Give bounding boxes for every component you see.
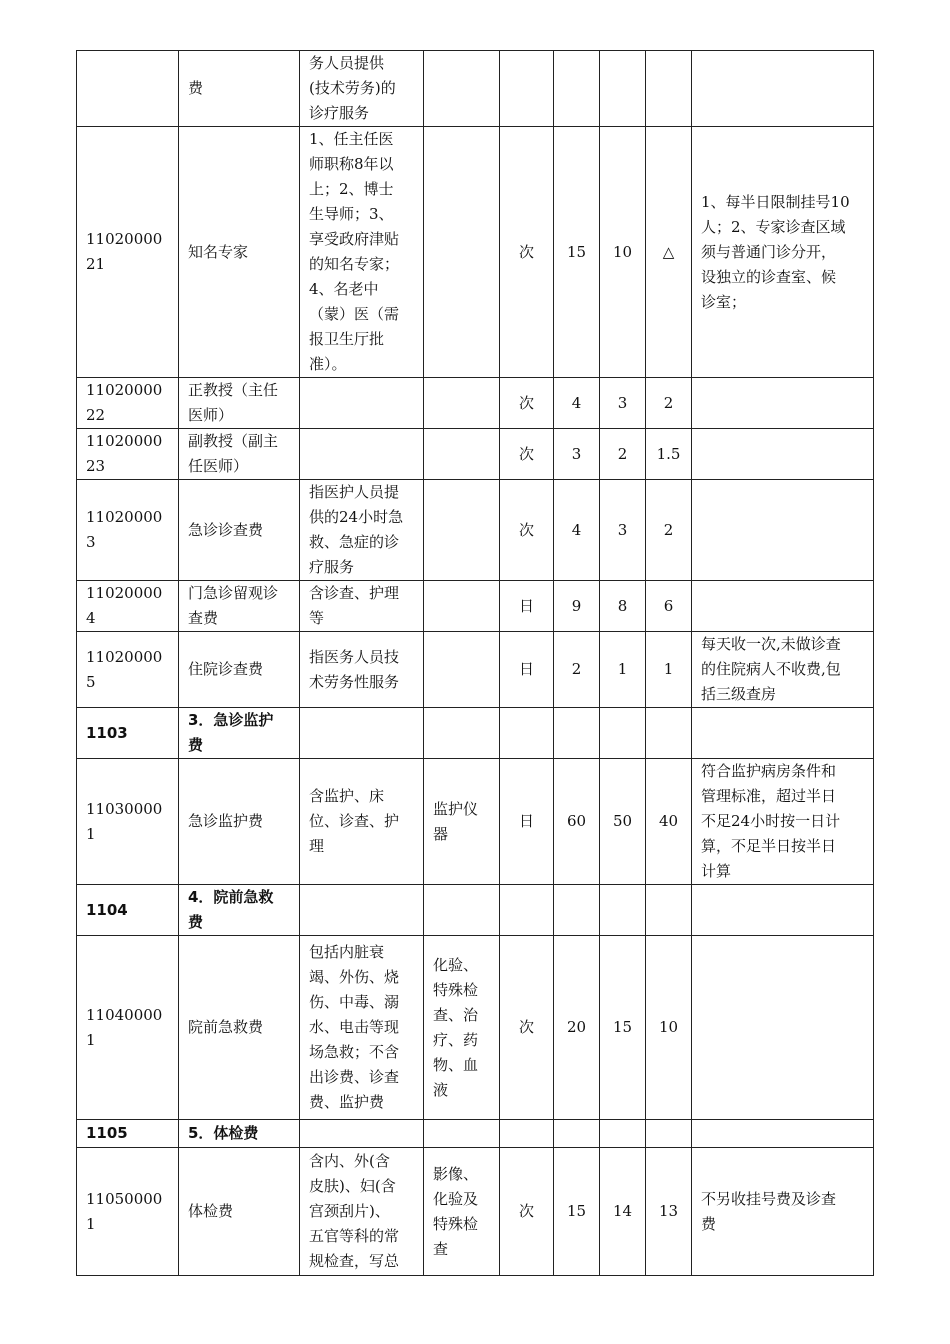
code-cell: 1104 [77,885,179,936]
table-row [77,127,874,378]
content-cell [300,708,424,759]
content-cell: 含监护、床 位、诊查、护 理 [300,759,424,885]
price-level2-cell: 2 [600,429,646,480]
price-level3-cell: 6 [646,581,692,632]
item-name-cell: 副教授（副主 任医师） [179,429,300,480]
code-cell: 110400001 [77,936,179,1120]
item-name-cell: 知名专家 [179,127,300,378]
item-name-cell: 正教授（主任 医师） [179,378,300,429]
unit-cell: 次 [500,936,554,1120]
item-name-cell: 急诊诊查费 [179,480,300,581]
table-body [77,51,874,1276]
price-level3-cell [646,1120,692,1148]
item-name-cell: 门急诊留观诊 查费 [179,581,300,632]
price-level1-cell: 20 [554,936,600,1120]
item-name-cell: 4．院前急救 费 [179,885,300,936]
price-level1-cell: 60 [554,759,600,885]
content-cell: 务人员提供 (技术劳务)的 诊疗服务 [300,51,424,127]
price-level2-cell [600,885,646,936]
unit-cell: 次 [500,378,554,429]
table-row [77,708,874,759]
unit-cell: 次 [500,480,554,581]
excluded-cell: 化验、 特殊检 查、治 疗、药 物、血 液 [424,936,500,1120]
table-row [77,581,874,632]
price-level2-cell: 3 [600,378,646,429]
price-level2-cell [600,51,646,127]
content-cell: 含内、外(含 皮肤)、妇(含 宫颈刮片)、 五官等科的常 规检查，写总 [300,1148,424,1276]
note-cell: 不另收挂号费及诊查 费 [692,1148,874,1276]
price-level1-cell: 15 [554,1148,600,1276]
note-cell: 符合监护病房条件和 管理标准，超过半日 不足24小时按一日计 算，不足半日按半日 计算 [692,759,874,885]
unit-cell: 次 [500,1148,554,1276]
content-cell: 指医护人员提 供的24小时急 救、急症的诊 疗服务 [300,480,424,581]
unit-cell: 次 [500,127,554,378]
unit-cell: 日 [500,581,554,632]
item-name-cell: 3．急诊监护 费 [179,708,300,759]
unit-cell: 日 [500,632,554,708]
note-cell [692,480,874,581]
price-level2-cell: 50 [600,759,646,885]
code-cell: 110200003 [77,480,179,581]
table-row [77,429,874,480]
item-name-cell: 5．体检费 [179,1120,300,1148]
unit-cell [500,885,554,936]
code-cell: 1103 [77,708,179,759]
price-level2-cell: 3 [600,480,646,581]
content-cell [300,1120,424,1148]
unit-cell: 日 [500,759,554,885]
code-cell: 1105 [77,1120,179,1148]
excluded-cell [424,632,500,708]
unit-cell: 次 [500,429,554,480]
price-level3-cell: 13 [646,1148,692,1276]
price-level2-cell: 1 [600,632,646,708]
price-level3-cell [646,51,692,127]
price-level2-cell: 8 [600,581,646,632]
price-level2-cell [600,708,646,759]
note-cell [692,51,874,127]
note-cell [692,581,874,632]
excluded-cell [424,480,500,581]
table-row [77,480,874,581]
item-name-cell: 院前急救费 [179,936,300,1120]
table-row [77,51,874,127]
code-cell: 110500001 [77,1148,179,1276]
price-level1-cell: 2 [554,632,600,708]
price-level1-cell [554,708,600,759]
table-row [77,378,874,429]
excluded-cell [424,708,500,759]
excluded-cell [424,127,500,378]
content-cell: 指医务人员技 术劳务性服务 [300,632,424,708]
price-level1-cell: 3 [554,429,600,480]
excluded-cell: 影像、 化验及 特殊检 查 [424,1148,500,1276]
table-row [77,1148,874,1276]
price-level3-cell [646,885,692,936]
content-cell [300,378,424,429]
unit-cell [500,1120,554,1148]
table-row [77,1120,874,1148]
price-level1-cell: 9 [554,581,600,632]
note-cell [692,429,874,480]
code-cell: 110200004 [77,581,179,632]
price-level3-cell [646,708,692,759]
item-name-cell: 体检费 [179,1148,300,1276]
code-cell: 1102000023 [77,429,179,480]
excluded-cell [424,1120,500,1148]
content-cell: 含诊查、护理 等 [300,581,424,632]
table-row [77,885,874,936]
price-level3-cell: 1.5 [646,429,692,480]
content-cell: 1、任主任医 师职称8年以 上；2、博士 生导师；3、 享受政府津贴 的知名专家； 4、名老中 （蒙）医（需 报卫生厅批 准）。 [300,127,424,378]
content-cell [300,885,424,936]
item-name-cell: 急诊监护费 [179,759,300,885]
code-cell: 1102000022 [77,378,179,429]
code-cell [77,51,179,127]
excluded-cell [424,885,500,936]
code-cell: 1102000021 [77,127,179,378]
item-name-cell: 费 [179,51,300,127]
price-level1-cell: 4 [554,480,600,581]
excluded-cell [424,429,500,480]
note-cell [692,1120,874,1148]
note-cell [692,885,874,936]
excluded-cell: 监护仪 器 [424,759,500,885]
note-cell [692,936,874,1120]
code-cell: 110300001 [77,759,179,885]
price-level3-cell: 2 [646,480,692,581]
code-cell: 110200005 [77,632,179,708]
content-cell [300,429,424,480]
note-cell: 每天收一次,未做诊查 的住院病人不收费,包 括三级查房 [692,632,874,708]
price-level3-cell: 2 [646,378,692,429]
unit-cell [500,708,554,759]
price-level1-cell: 15 [554,127,600,378]
table-row [77,759,874,885]
excluded-cell [424,581,500,632]
note-cell [692,708,874,759]
excluded-cell [424,378,500,429]
price-level3-cell: 10 [646,936,692,1120]
excluded-cell [424,51,500,127]
price-level1-cell: 4 [554,378,600,429]
fee-table [76,50,874,1276]
table-row [77,632,874,708]
price-level2-cell: 10 [600,127,646,378]
content-cell: 包括内脏衰 竭、外伤、烧 伤、中毒、溺 水、电击等现 场急救；不含 出诊费、诊查 费、监护费 [300,936,424,1120]
table-row [77,936,874,1120]
price-level2-cell: 14 [600,1148,646,1276]
price-level2-cell [600,1120,646,1148]
unit-cell [500,51,554,127]
price-level2-cell: 15 [600,936,646,1120]
price-level3-cell: 1 [646,632,692,708]
price-level1-cell [554,51,600,127]
note-cell: 1、每半日限制挂号10 人；2、专家诊查区域 须与普通门诊分开， 设独立的诊查室、候 诊室； [692,127,874,378]
item-name-cell: 住院诊查费 [179,632,300,708]
price-level3-cell: △ [646,127,692,378]
price-level1-cell [554,1120,600,1148]
price-level3-cell: 40 [646,759,692,885]
note-cell [692,378,874,429]
price-level1-cell [554,885,600,936]
